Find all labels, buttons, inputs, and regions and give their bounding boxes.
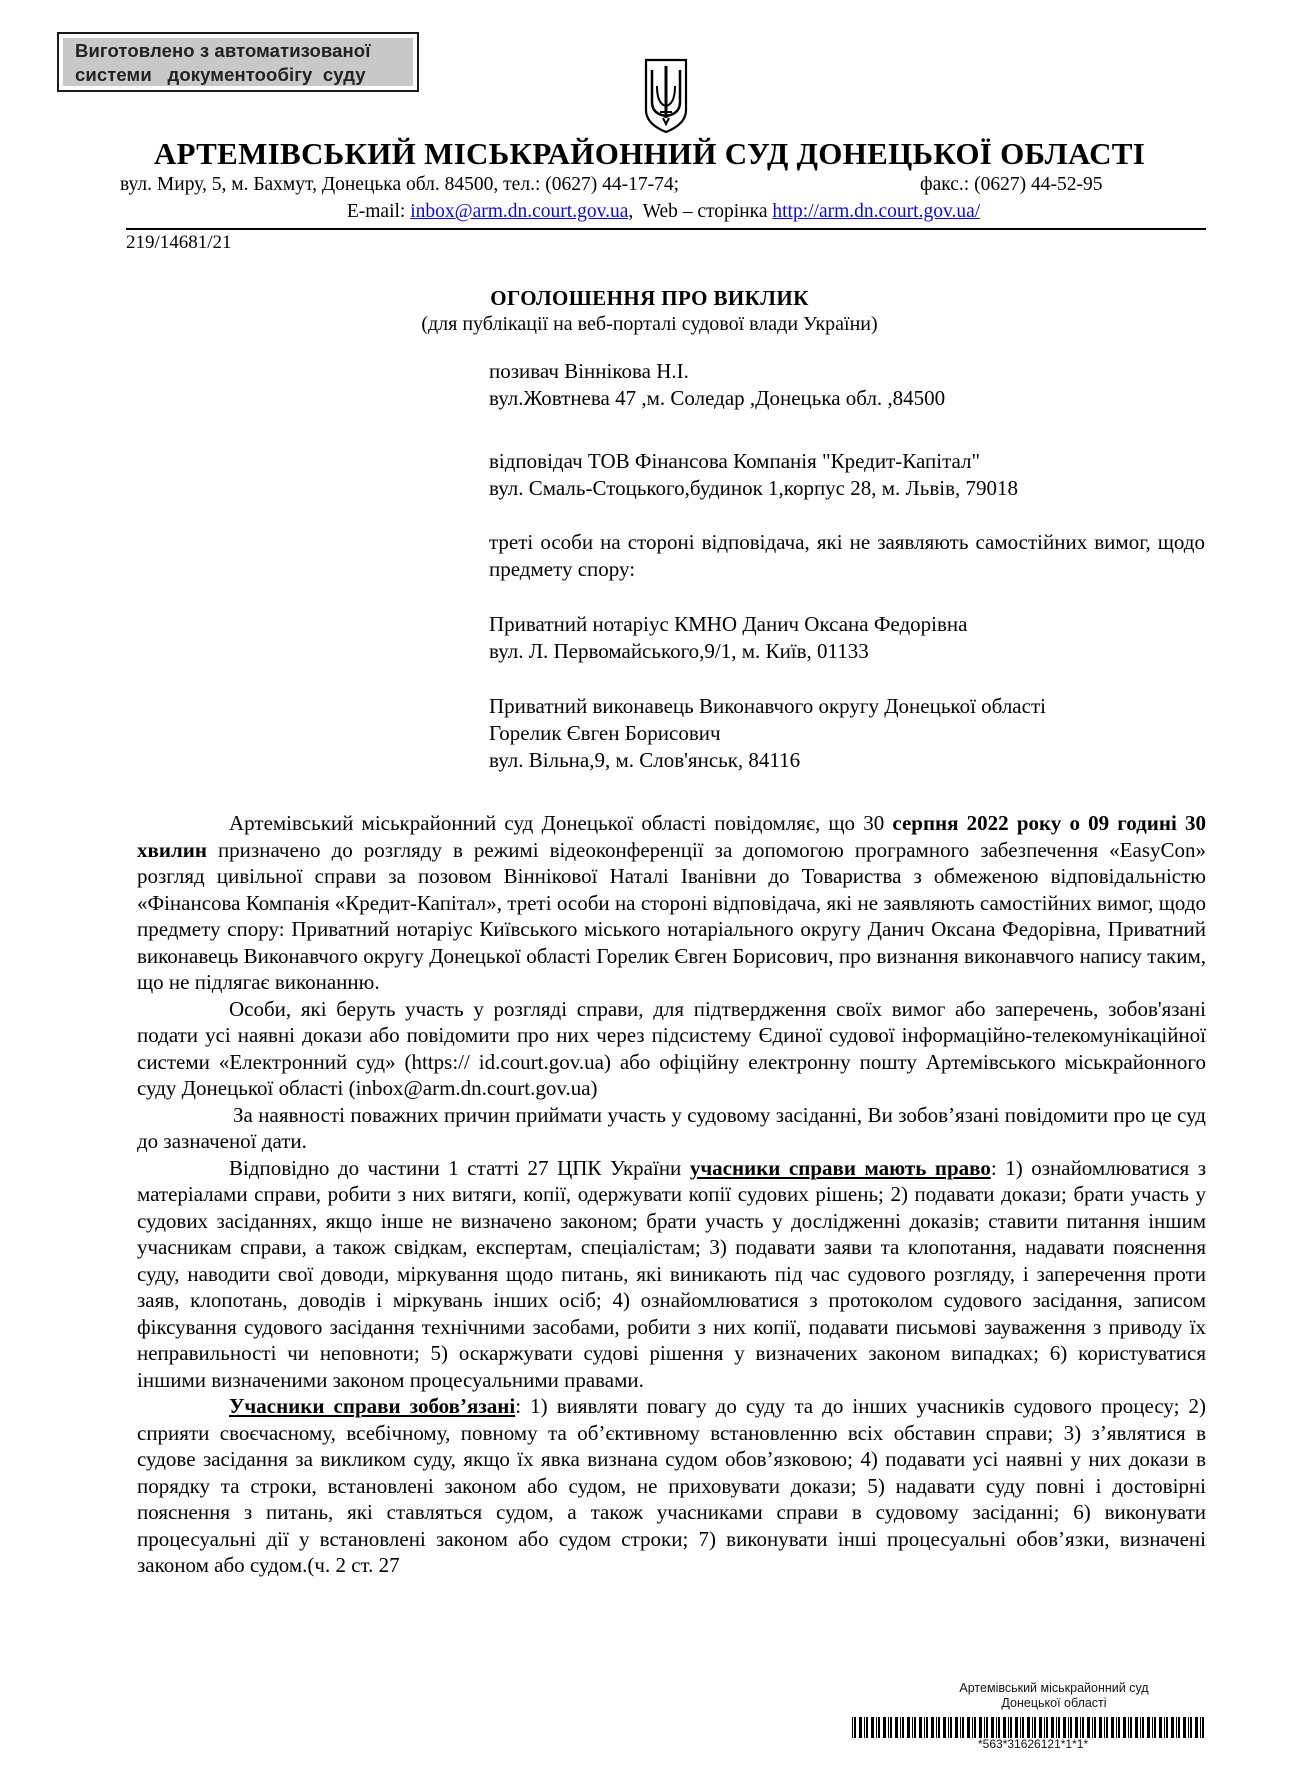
document-title: ОГОЛОШЕННЯ ПРО ВИКЛИК [490,286,809,310]
rights-list: : 1) ознайомлюватися з матеріалами справи, робити з них витяги, копії, одержувати копії судових рішень; 2) подавати докази; брати участь у судових засіданнях, якщо інше не визначено законом; брати участь у дослідженні доказів; ставити питання іншим учасникам справи, а також свідкам, експертам, спеціалістам; 3) подавати заяви та клопотання, надавати пояснення суду, наводити свої доводи, міркування щодо питань, які виникають під час судового розгляду, і заперечення проти заяв, клопотань, доводів і міркувань інших осіб; 4) ознайомлюватися з протоколом судового засідання, записом фіксування судового засідання технічними засобами, робити з них копії, подавати письмові зауваження з приводу їх неправильності чи неповноти; 5) оскаржувати судові рішення у визначених законом випадках; 6) користуватися іншими визначеними законом процесуальними правами. [137,1155,1206,1392]
stamp-line-1: Виготовлено з автоматизованої [75,40,371,61]
paragraph-rights [137,1155,1206,1394]
tryzub-emblem-icon [643,58,689,134]
hearing-datetime: серпня 2022 року о 09 годині 30 хвилин [137,811,1206,862]
web-label: Web – сторінка [642,201,768,222]
document-subtitle: (для публікації на веб-порталі судової влади України) [421,313,878,335]
paragraph-hearing [137,810,1206,996]
third-parties-text: треті особи на стороні відповідача, які не заявляють самостійних вимог, щодо предмету спору: [489,530,1205,581]
rights-intro: Відповідно до частини 1 статті 27 ЦПК України [229,1155,690,1180]
case-number: 219/14681/21 [126,232,232,253]
footer-court-line-2: Донецької області [1001,1696,1107,1710]
duties-heading: Учасники справи зобов’язані [229,1394,516,1418]
hearing-intro: Артемівський міськрайонний суд Донецької області повідомляє, що 30 [229,811,893,835]
email-label: E-mail: [346,201,406,222]
paragraph-duties [137,1393,1206,1579]
executor-address: вул. Вільна,9, м. Слов'янськ, 84116 [489,748,801,772]
executor-block [489,693,1205,774]
contact-line: E-mail: inbox@arm.dn.court.gov.ua, Web – сторінка http://arm.dn.court.gov.ua/ [346,201,981,222]
executor-title: Приватний виконавець Виконавчого округу Донецької області [489,694,1046,718]
notary-name: Приватний нотаріус КМНО Данич Оксана Федорівна [489,612,968,636]
plaintiff-block [489,358,1205,412]
duties-list: : 1) виявляти повагу до суду та до інших учасників судового процесу; 2) сприяти своєчасному, всебічному, повному та об’єктивному встановленню всіх обставин справи; 3) з’являтися в судове засідання за викликом суду, якщо їх явка визнана судом обов’язковою; 4) подавати усі наявні у них докази в порядку та строки, встановлені законом або судом, не приховувати докази; 5) надавати суду повні і достовірні пояснення з питань, які ставляться судом, а також учасниками справи в судовому засіданні; 6) виконувати процесуальні дії у встановлені законом або судом строки; 7) виконувати інші процесуальні обов’язки, визначені законом або судом.(ч. 2 ст. 27 [137,1394,1206,1577]
barcode-icon [852,1717,1207,1738]
stamp-line-2: системи документообігу суду [75,64,366,85]
paragraph-absence: За наявності поважних причин приймати участь у судовому засіданні, Ви зобов’язані повідомити про це суд до зазначеної дати. [137,1102,1206,1153]
executor-name: Горелик Євген Борисович [489,721,721,745]
fax-text: факс.: (0627) 44-52-95 [920,174,1103,195]
rights-heading: учасники справи мають право [689,1155,991,1180]
hearing-details: призначено до розгляду в режимі відеоконференції за допомогою програмного забезпечення «EasyCon» розгляд цивільної справи за позовом Віннікової Наталі Іванівни до Товариства з обмеженою відповідальністю «Фінансова Компанія «Кредит-Капітал», треті особи на стороні відповідача, які не заявляють самостійних вимог, щодо предмету спору: Приватний нотаріус Київського міського нотаріального округу Данич Оксана Федорівна, Приватний виконавець Виконавчого округу Донецької області Горелик Євген Борисович, про визнання виконавчого напису таким, що не підлягає виконанню. [137,837,1206,994]
web-link[interactable]: http://arm.dn.court.gov.ua/ [772,201,981,222]
notice-body [137,810,1206,1579]
plaintiff-name: позивач Віннікова Н.І. [489,359,689,383]
paragraph-evidence: Особи, які беруть участь у розгляді справи, для підтвердження своїх вимог або заперечень, зобов'язані подати усі наявні докази або повідомити про них через підсистему Єдиної судової інформаційно-телекомунікаційної системи «Електронний суд» (https:// id.court.gov.ua) або офіційну електронну пошту Артемівського міськрайонного суду Донецької області (inbox@arm.dn.court.gov.ua) [137,996,1206,1100]
barcode-text: *563*31626121*1*1* [978,1737,1089,1751]
footer-court-line-1: Артемівський міськрайонний суд [959,1681,1149,1695]
notary-address: вул. Л. Первомайського,9/1, м. Київ, 01133 [489,639,869,663]
address-text: вул. Миру, 5, м. Бахмут, Донецька обл. 84500, тел.: (0627) 44-17-74; [120,174,680,195]
court-address [120,174,1180,196]
defendant-block [489,448,1205,502]
footer-court-label [929,1681,1179,1711]
plaintiff-address: вул.Жовтнева 47 ,м. Соледар ,Донецька обл. ,84500 [489,386,946,410]
email-link[interactable]: inbox@arm.dn.court.gov.ua [410,201,629,222]
court-name: АРТЕМІВСЬКИЙ МІСЬКРАЙОННИЙ СУД ДОНЕЦЬКОЇ ОБЛАСТІ [153,136,1146,171]
header-divider [126,228,1206,230]
third-parties-intro [489,529,1205,583]
document-system-stamp [57,32,419,92]
defendant-address: вул. Смаль-Стоцького,будинок 1,корпус 28, м. Львів, 79018 [489,476,1019,500]
defendant-name: відповідач ТОВ Фінансова Компанія "Кредит-Капітал" [489,449,981,473]
notary-block [489,611,1205,665]
